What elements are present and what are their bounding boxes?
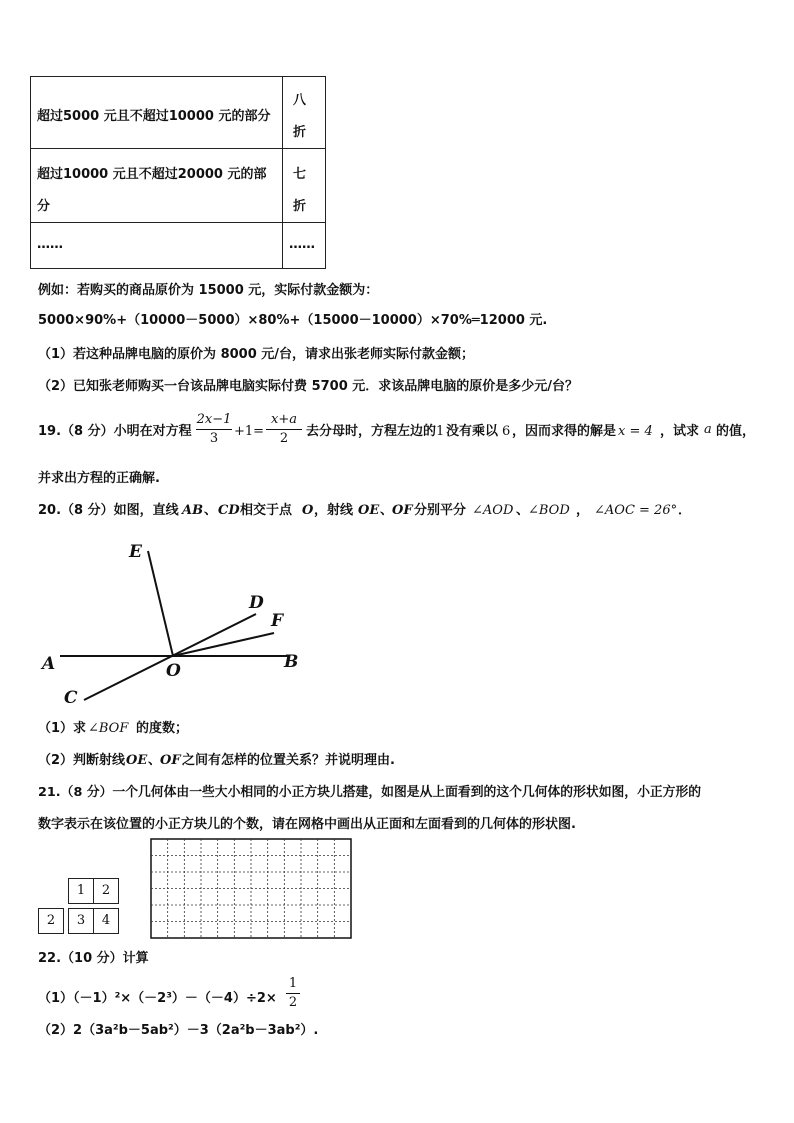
question-text: 、 [516, 503, 530, 518]
fraction-bar [286, 993, 300, 994]
question-text: ，射线 [314, 503, 354, 518]
question-text: 相交于点 [240, 503, 293, 518]
math-text: +1= [234, 424, 265, 439]
table-cell [31, 77, 283, 148]
question-text: 去分母时，方程左边的 [306, 424, 437, 439]
row-desc: …… [37, 237, 63, 252]
question-text: ，因而求得的解是 [512, 424, 617, 439]
discount-table [30, 76, 326, 269]
question-text: 之间有怎样的位置关系？并说明理由. [182, 753, 395, 768]
drawing-grid [150, 838, 354, 940]
math-text: ∠BOF [88, 721, 129, 736]
question-part [38, 720, 438, 740]
question-part: （1）若这种品牌电脑的原价为 8000 元/台，请求出张老师实际付款金额； [38, 347, 475, 362]
math-text: OE [126, 753, 148, 768]
label-a: A [42, 654, 56, 674]
math-text: ∠BOD [528, 503, 570, 518]
question-part: （2）已知张老师购买一台该品牌电脑实际付费 5700 元．求该品牌电脑的原价是多少元/台？ [38, 379, 579, 394]
rate-text: 折 [293, 199, 307, 214]
question-text: 的度数； [136, 721, 189, 736]
question-text: 19.（8 分）小明在对方程 [38, 424, 192, 439]
math-text: OE [358, 503, 380, 518]
question-text: 分别平分 [414, 503, 467, 518]
math-text: 1 [436, 424, 445, 439]
label-o: O [166, 661, 181, 681]
fraction-numerator: 1 [288, 976, 298, 991]
question-part [38, 752, 538, 772]
question-text: 、 [380, 503, 394, 518]
cube-cell: 4 [93, 908, 119, 934]
question-text: （1）（－1）²×（－2³）－（－4）÷2× [38, 991, 277, 1006]
table-cell [31, 149, 283, 222]
question-text: ，试求 [660, 424, 700, 439]
question-title: 22.（10 分）计算 [38, 951, 149, 966]
math-text: 6 [502, 424, 511, 439]
rate-text: 八 [293, 93, 307, 108]
example-line: 5000×90%+（10000－5000）×80%+（15000－10000）×70%═12000 元. [38, 313, 548, 328]
question-text: 21.（8 分）一个几何体由一些大小相同的小正方块儿搭建，如图是从上面看到的这个几何体的形状如图，小正方形的 [38, 785, 702, 800]
question-text: ， [576, 503, 590, 518]
fraction-denominator: 2 [279, 431, 289, 446]
math-text: x = 4 [618, 424, 653, 439]
question-text: ． [678, 503, 692, 518]
question-text: 数字表示在该位置的小正方块儿的个数，请在网格中画出从正面和左面看到的几何体的形状图. [38, 817, 576, 832]
math-text: AB [182, 503, 204, 518]
question-part: （2）2（3a²b－5ab²）－3（2a²b－3ab²）. [38, 1023, 319, 1038]
question-text: （1）求 [38, 721, 87, 736]
table-row [31, 77, 325, 149]
question-19 [38, 412, 758, 452]
top-view-diagram [38, 878, 128, 938]
question-text: 没有乘以 [446, 424, 499, 439]
table-cell [283, 149, 325, 222]
fraction-denominator: 3 [209, 431, 219, 446]
fraction [266, 412, 302, 447]
row-desc: 超过10000 元且不超过20000 元的部 [37, 167, 267, 182]
cube-cell: 2 [93, 878, 119, 904]
table-cell [283, 223, 325, 268]
math-text: a [704, 422, 712, 437]
label-b: B [284, 652, 299, 672]
label-e: E [129, 542, 142, 562]
table-row [31, 149, 325, 223]
table-cell [31, 223, 283, 268]
fraction [196, 412, 232, 447]
math-text: ∠AOD [472, 503, 514, 518]
fraction-bar [196, 429, 232, 430]
fraction-denominator: 2 [288, 995, 298, 1010]
math-text: OF [392, 503, 413, 518]
geometry-figure [30, 535, 320, 710]
row-desc: 分 [37, 199, 51, 214]
question-20 [38, 502, 758, 522]
math-text: OF [160, 753, 181, 768]
fraction [286, 976, 300, 1011]
row-desc: 超过5000 元且不超过10000 元的部分 [37, 109, 271, 124]
question-text: 并求出方程的正确解. [38, 471, 160, 486]
question-text: 的值， [716, 424, 756, 439]
label-d: D [249, 593, 264, 613]
rate-text: 折 [293, 125, 307, 140]
label-c: C [64, 688, 78, 708]
question-text: （2）判断射线 [38, 753, 126, 768]
math-text: O [302, 503, 314, 518]
cube-cell: 3 [68, 908, 94, 934]
fraction-numerator: 2x−1 [196, 412, 232, 427]
question-text: 、 [204, 503, 218, 518]
fraction-numerator: x+a [271, 412, 297, 427]
question-text: 、 [148, 753, 162, 768]
rate-text: 七 [293, 167, 307, 182]
fraction-bar [266, 429, 302, 430]
label-f: F [271, 611, 284, 631]
rate-text: …… [289, 237, 315, 252]
ray-oe [148, 551, 173, 656]
ray-of [173, 633, 274, 656]
question-text: 20.（8 分）如图，直线 [38, 503, 179, 518]
cube-cell: 2 [38, 908, 64, 934]
cube-cell: 1 [68, 878, 94, 904]
math-text: ∠AOC = 26° [594, 503, 678, 518]
example-line: 例如：若购买的商品原价为 15000 元，实际付款金额为： [38, 283, 379, 298]
table-cell [283, 77, 325, 148]
question-part [38, 976, 438, 1016]
grid-lines [151, 839, 351, 938]
math-text: CD [218, 503, 240, 518]
table-row [31, 223, 325, 268]
